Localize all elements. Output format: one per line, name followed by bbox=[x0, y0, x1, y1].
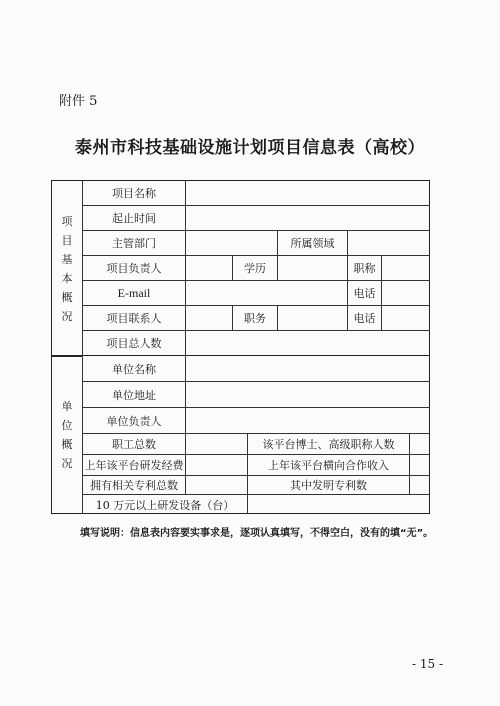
info-form-table bbox=[51, 180, 430, 514]
supervisor-dept-field[interactable] bbox=[186, 231, 278, 256]
invention-patents-field[interactable] bbox=[410, 476, 430, 495]
contact-phone-label: 电话 bbox=[348, 306, 382, 331]
staff-total-label: 职工总数 bbox=[83, 434, 186, 455]
patents-field[interactable] bbox=[186, 476, 248, 495]
phd-senior-label: 该平台博士、高级职称人数 bbox=[248, 434, 410, 455]
heading-char: 概 bbox=[61, 290, 73, 304]
email-label: E-mail bbox=[83, 281, 186, 306]
unit-name-label: 单位名称 bbox=[83, 356, 186, 382]
attachment-label: 附件 5 bbox=[59, 94, 98, 109]
horizontal-income-field[interactable] bbox=[410, 455, 430, 476]
phone-label: 电话 bbox=[348, 281, 382, 306]
project-leader-field[interactable] bbox=[186, 256, 233, 281]
start-end-time-field[interactable] bbox=[186, 206, 430, 231]
heading-char: 况 bbox=[61, 457, 73, 470]
page-number: - 15 - bbox=[412, 657, 444, 671]
field-field[interactable] bbox=[348, 231, 430, 256]
unit-leader-label: 单位负责人 bbox=[83, 408, 186, 434]
heading-char: 基 bbox=[61, 252, 73, 266]
headcount-label: 项目总人数 bbox=[83, 331, 186, 356]
contact-phone-field[interactable] bbox=[382, 306, 430, 331]
patents-label: 拥有相关专利总数 bbox=[83, 476, 186, 495]
equipment-field[interactable] bbox=[248, 495, 430, 514]
headcount-field[interactable] bbox=[186, 331, 430, 356]
position-label: 职务 bbox=[233, 306, 278, 331]
unit-name-field[interactable] bbox=[186, 356, 430, 382]
filling-instructions: 填写说明：信息表内容要实事求是，逐项认真填写，不得空白，没有的填“无”。 bbox=[80, 528, 434, 539]
heading-char: 目 bbox=[61, 233, 73, 247]
project-name-label: 项目名称 bbox=[83, 181, 186, 206]
staff-total-field[interactable] bbox=[186, 434, 248, 455]
phd-senior-field[interactable] bbox=[410, 434, 430, 455]
rd-funding-field[interactable] bbox=[186, 455, 248, 476]
horizontal-income-label: 上年该平台横向合作收入 bbox=[248, 455, 410, 476]
email-field[interactable] bbox=[186, 281, 348, 306]
position-field[interactable] bbox=[278, 306, 348, 331]
start-end-time-label: 起止时间 bbox=[83, 206, 186, 231]
project-contact-field[interactable] bbox=[186, 306, 233, 331]
unit-leader-field[interactable] bbox=[186, 408, 430, 434]
invention-patents-label: 其中发明专利数 bbox=[248, 476, 410, 495]
title-field[interactable] bbox=[382, 256, 430, 281]
supervisor-dept-label: 主管部门 bbox=[83, 231, 186, 256]
phone-field[interactable] bbox=[382, 281, 430, 306]
project-section-heading bbox=[52, 181, 83, 356]
heading-char: 位 bbox=[61, 419, 73, 432]
title-label: 职称 bbox=[348, 256, 382, 281]
unit-address-field[interactable] bbox=[186, 382, 430, 408]
project-name-field[interactable] bbox=[186, 181, 430, 206]
rd-funding-label: 上年该平台研发经费 bbox=[83, 455, 186, 476]
unit-address-label: 单位地址 bbox=[83, 382, 186, 408]
heading-char: 项 bbox=[61, 214, 73, 228]
equipment-label: 10 万元以上研发设备（台） bbox=[83, 495, 248, 514]
project-contact-label: 项目联系人 bbox=[83, 306, 186, 331]
form-title: 泰州市科技基础设施计划项目信息表（高校） bbox=[75, 138, 425, 158]
heading-char: 单 bbox=[61, 400, 73, 413]
heading-char: 况 bbox=[61, 309, 73, 323]
unit-section-heading bbox=[52, 356, 83, 514]
project-leader-label: 项目负责人 bbox=[83, 256, 186, 281]
heading-char: 本 bbox=[61, 271, 73, 285]
heading-char: 概 bbox=[61, 438, 73, 451]
field-label: 所属领域 bbox=[278, 231, 348, 256]
education-field[interactable] bbox=[278, 256, 348, 281]
education-label: 学历 bbox=[233, 256, 278, 281]
